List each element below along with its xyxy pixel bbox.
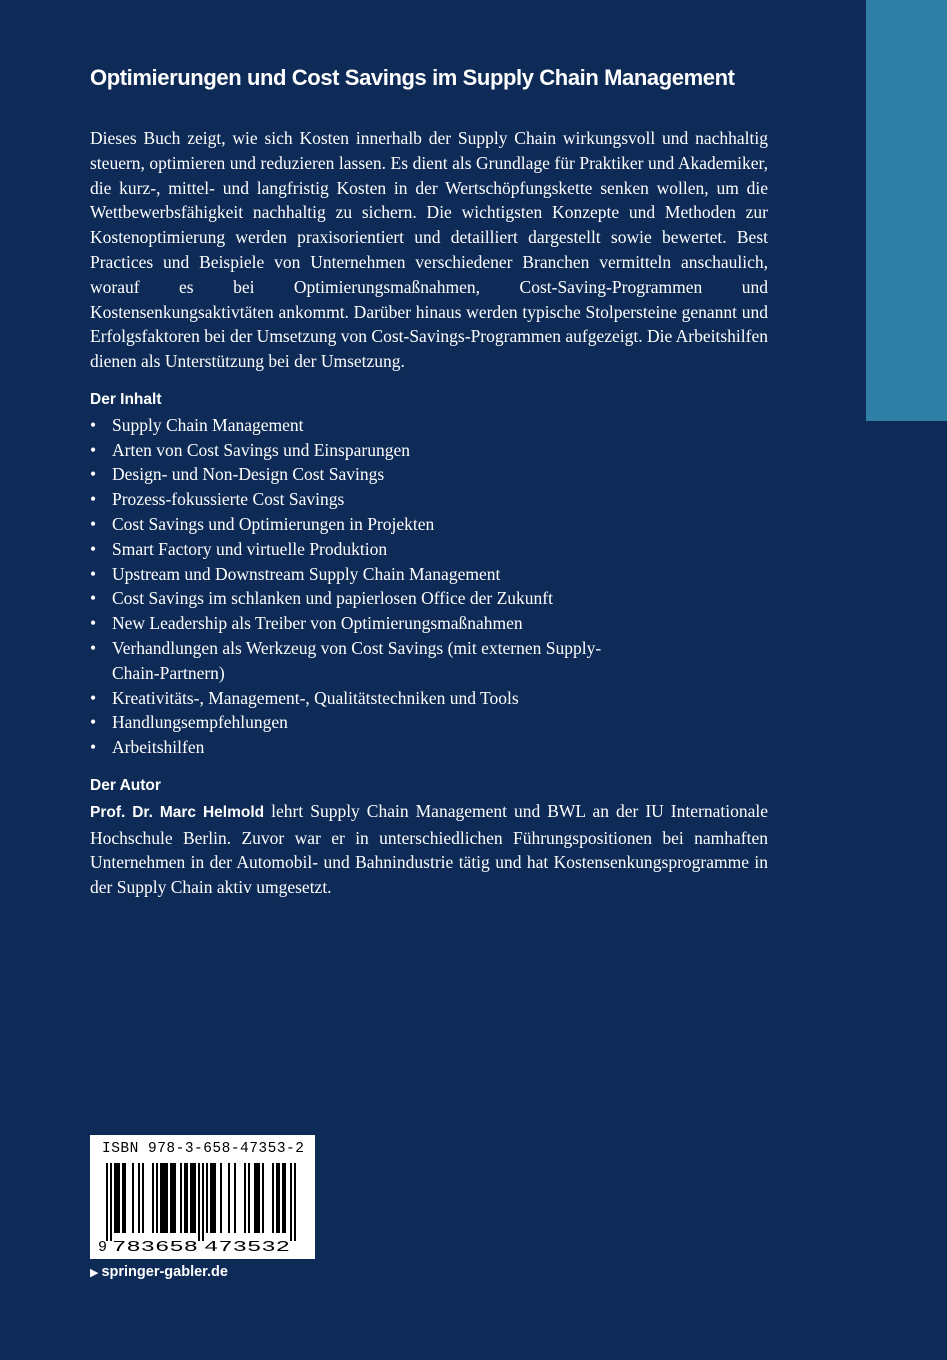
- barcode-bar: [212, 1163, 214, 1233]
- list-item: • Upstream und Downstream Supply Chain Management: [90, 562, 768, 587]
- barcode-bar: [156, 1163, 158, 1233]
- barcode-bar: [278, 1163, 280, 1233]
- barcode-bar: [124, 1163, 126, 1233]
- list-item: • Supply Chain Management: [90, 413, 768, 438]
- barcode-bar: [210, 1163, 212, 1233]
- barcode-bar: [132, 1163, 134, 1233]
- bullet-icon: •: [90, 637, 97, 658]
- list-item: • New Leadership als Treiber von Optimierungsmaßnahmen: [90, 611, 768, 636]
- website-url: springer-gabler.de: [101, 1264, 228, 1280]
- barcode-bar: [228, 1163, 230, 1233]
- list-item: • Cost Savings im schlanken und papierlosen Office der Zukunft: [90, 586, 768, 611]
- bullet-icon: •: [90, 687, 97, 708]
- list-item: • Kreativitäts-, Management-, Qualitätstechniken und Tools: [90, 686, 768, 711]
- barcode-bar: [142, 1163, 144, 1233]
- barcode-bar: [138, 1163, 140, 1233]
- barcode-bar: [214, 1163, 216, 1233]
- author-bio: [90, 799, 768, 900]
- book-title: Optimierungen und Cost Savings im Supply Chain Management: [90, 65, 735, 90]
- barcode-bars: [106, 1163, 296, 1241]
- barcode-bar: [184, 1163, 186, 1233]
- barcode-bar: [106, 1163, 108, 1241]
- list-item: • Arbeitshilfen: [90, 735, 768, 760]
- bullet-icon: •: [90, 414, 97, 435]
- bullet-icon: •: [90, 712, 97, 733]
- barcode-bar: [172, 1163, 174, 1233]
- book-description: Dieses Buch zeigt, wie sich Kosten innerhalb der Supply Chain wirkungsvoll und nachhaltig steuern, optimieren und reduzieren lassen. Es dient als Grundlage für Praktiker und Akademiker, die kurz-, mittel- und langfristig Kosten in der Wertschöpfungskette senken wollen, um die Wettbewerbsfähigkeit nachhaltig zu sichern. Die wichtigsten Konzepte und Methoden zur Kostenoptimierung werden praxisorientiert und detailliert dargestellt sowie bewertet. Best Practices und Beispiele von Unternehmen verschiedener Branchen vermitteln anschaulich, worauf es bei Optimierungsmaßnahmen, Cost-Saving-Programmen und Kostensenkungsaktivtäten ankommt. Darüber hinaus werden typische Stolpersteine genannt und Erfolgsfaktoren bei der Umsetzung von Cost-Savings-Programmen aufgezeigt. Die Arbeitshilfen dienen als Unterstützung bei der Umsetzung.: [90, 128, 768, 372]
- accent-bar: [866, 0, 947, 421]
- barcode-bar: [290, 1163, 292, 1241]
- isbn-barcode: [90, 1135, 315, 1259]
- barcode-bar: [256, 1163, 258, 1233]
- barcode-bar: [164, 1163, 166, 1233]
- barcode-digits-left: 783658: [112, 1239, 198, 1255]
- barcode-bar: [220, 1163, 222, 1233]
- bullet-icon: •: [90, 538, 97, 559]
- bullet-icon: •: [90, 613, 97, 634]
- back-cover-content: [90, 58, 768, 900]
- bullet-icon: •: [90, 588, 97, 609]
- barcode-bar: [186, 1163, 188, 1233]
- barcode-bar: [170, 1163, 172, 1233]
- list-item: • Smart Factory und virtuelle Produktion: [90, 537, 768, 562]
- barcode-bar: [244, 1163, 246, 1233]
- play-arrow-icon: ▶: [90, 1267, 99, 1279]
- contents-heading: Der Inhalt: [90, 390, 162, 408]
- bullet-icon: •: [90, 563, 97, 584]
- list-item: • Design- und Non-Design Cost Savings: [90, 462, 768, 487]
- barcode-bar: [284, 1163, 286, 1233]
- barcode-bar: [110, 1163, 112, 1241]
- barcode-bar: [116, 1163, 118, 1233]
- barcode-bar: [234, 1163, 236, 1233]
- barcode-bar: [202, 1163, 204, 1241]
- barcode-bar: [174, 1163, 176, 1233]
- bullet-icon: •: [90, 513, 97, 534]
- list-item: • Verhandlungen als Werkzeug von Cost Savings (mit externen Supply-Chain-Partnern): [90, 637, 602, 683]
- barcode-bar: [254, 1163, 256, 1233]
- list-item: • Cost Savings und Optimierungen in Projekten: [90, 512, 768, 537]
- barcode-bar: [194, 1163, 196, 1233]
- publisher-website[interactable]: [90, 1264, 228, 1280]
- barcode-bar: [198, 1163, 200, 1241]
- bullet-icon: •: [90, 439, 97, 460]
- list-item: • Prozess-fokussierte Cost Savings: [90, 487, 768, 512]
- barcode-bar: [162, 1163, 164, 1233]
- barcode-bar: [180, 1163, 182, 1233]
- barcode-bar: [262, 1163, 264, 1233]
- barcode-bar: [118, 1163, 120, 1233]
- barcode-bar: [160, 1163, 162, 1233]
- barcode-bar: [272, 1163, 274, 1233]
- author-bio-text: lehrt Supply Chain Management und BWL an der IU Internationale Hochschule Berlin. Zuvor war er in unterschiedlichen Führungspositionen bei namhaften Unternehmen in der Automobil- und Bahnindustrie tätig und hat Kostensenkungsprogramme in der Supply Chain aktiv umgesetzt.: [90, 800, 768, 898]
- barcode-bar: [206, 1163, 208, 1233]
- barcode-bar: [190, 1163, 192, 1233]
- barcode-bar: [122, 1163, 124, 1233]
- barcode-bar: [114, 1163, 116, 1233]
- author-name: Prof. Dr. Marc Helmold: [90, 803, 265, 821]
- barcode-graphic: [98, 1163, 308, 1255]
- barcode-digit-first: 9: [98, 1239, 108, 1255]
- bullet-icon: •: [90, 489, 97, 510]
- barcode-bar: [192, 1163, 194, 1233]
- bullet-icon: •: [90, 737, 97, 758]
- list-item: • Arten von Cost Savings und Einsparungen: [90, 438, 768, 463]
- barcode-bar: [166, 1163, 168, 1233]
- barcode-bar: [294, 1163, 296, 1241]
- barcode-bar: [152, 1163, 154, 1233]
- isbn-label: ISBN 978-3-658-47353-2: [102, 1141, 305, 1157]
- barcode-bar: [248, 1163, 250, 1233]
- barcode-bar: [258, 1163, 260, 1233]
- barcode-digits-right: 473532: [204, 1239, 290, 1255]
- barcode-bar: [282, 1163, 284, 1233]
- bullet-icon: •: [90, 464, 97, 485]
- list-item: • Handlungsempfehlungen: [90, 710, 768, 735]
- barcode-bar: [276, 1163, 278, 1233]
- author-heading: Der Autor: [90, 776, 161, 794]
- contents-list: [90, 413, 768, 760]
